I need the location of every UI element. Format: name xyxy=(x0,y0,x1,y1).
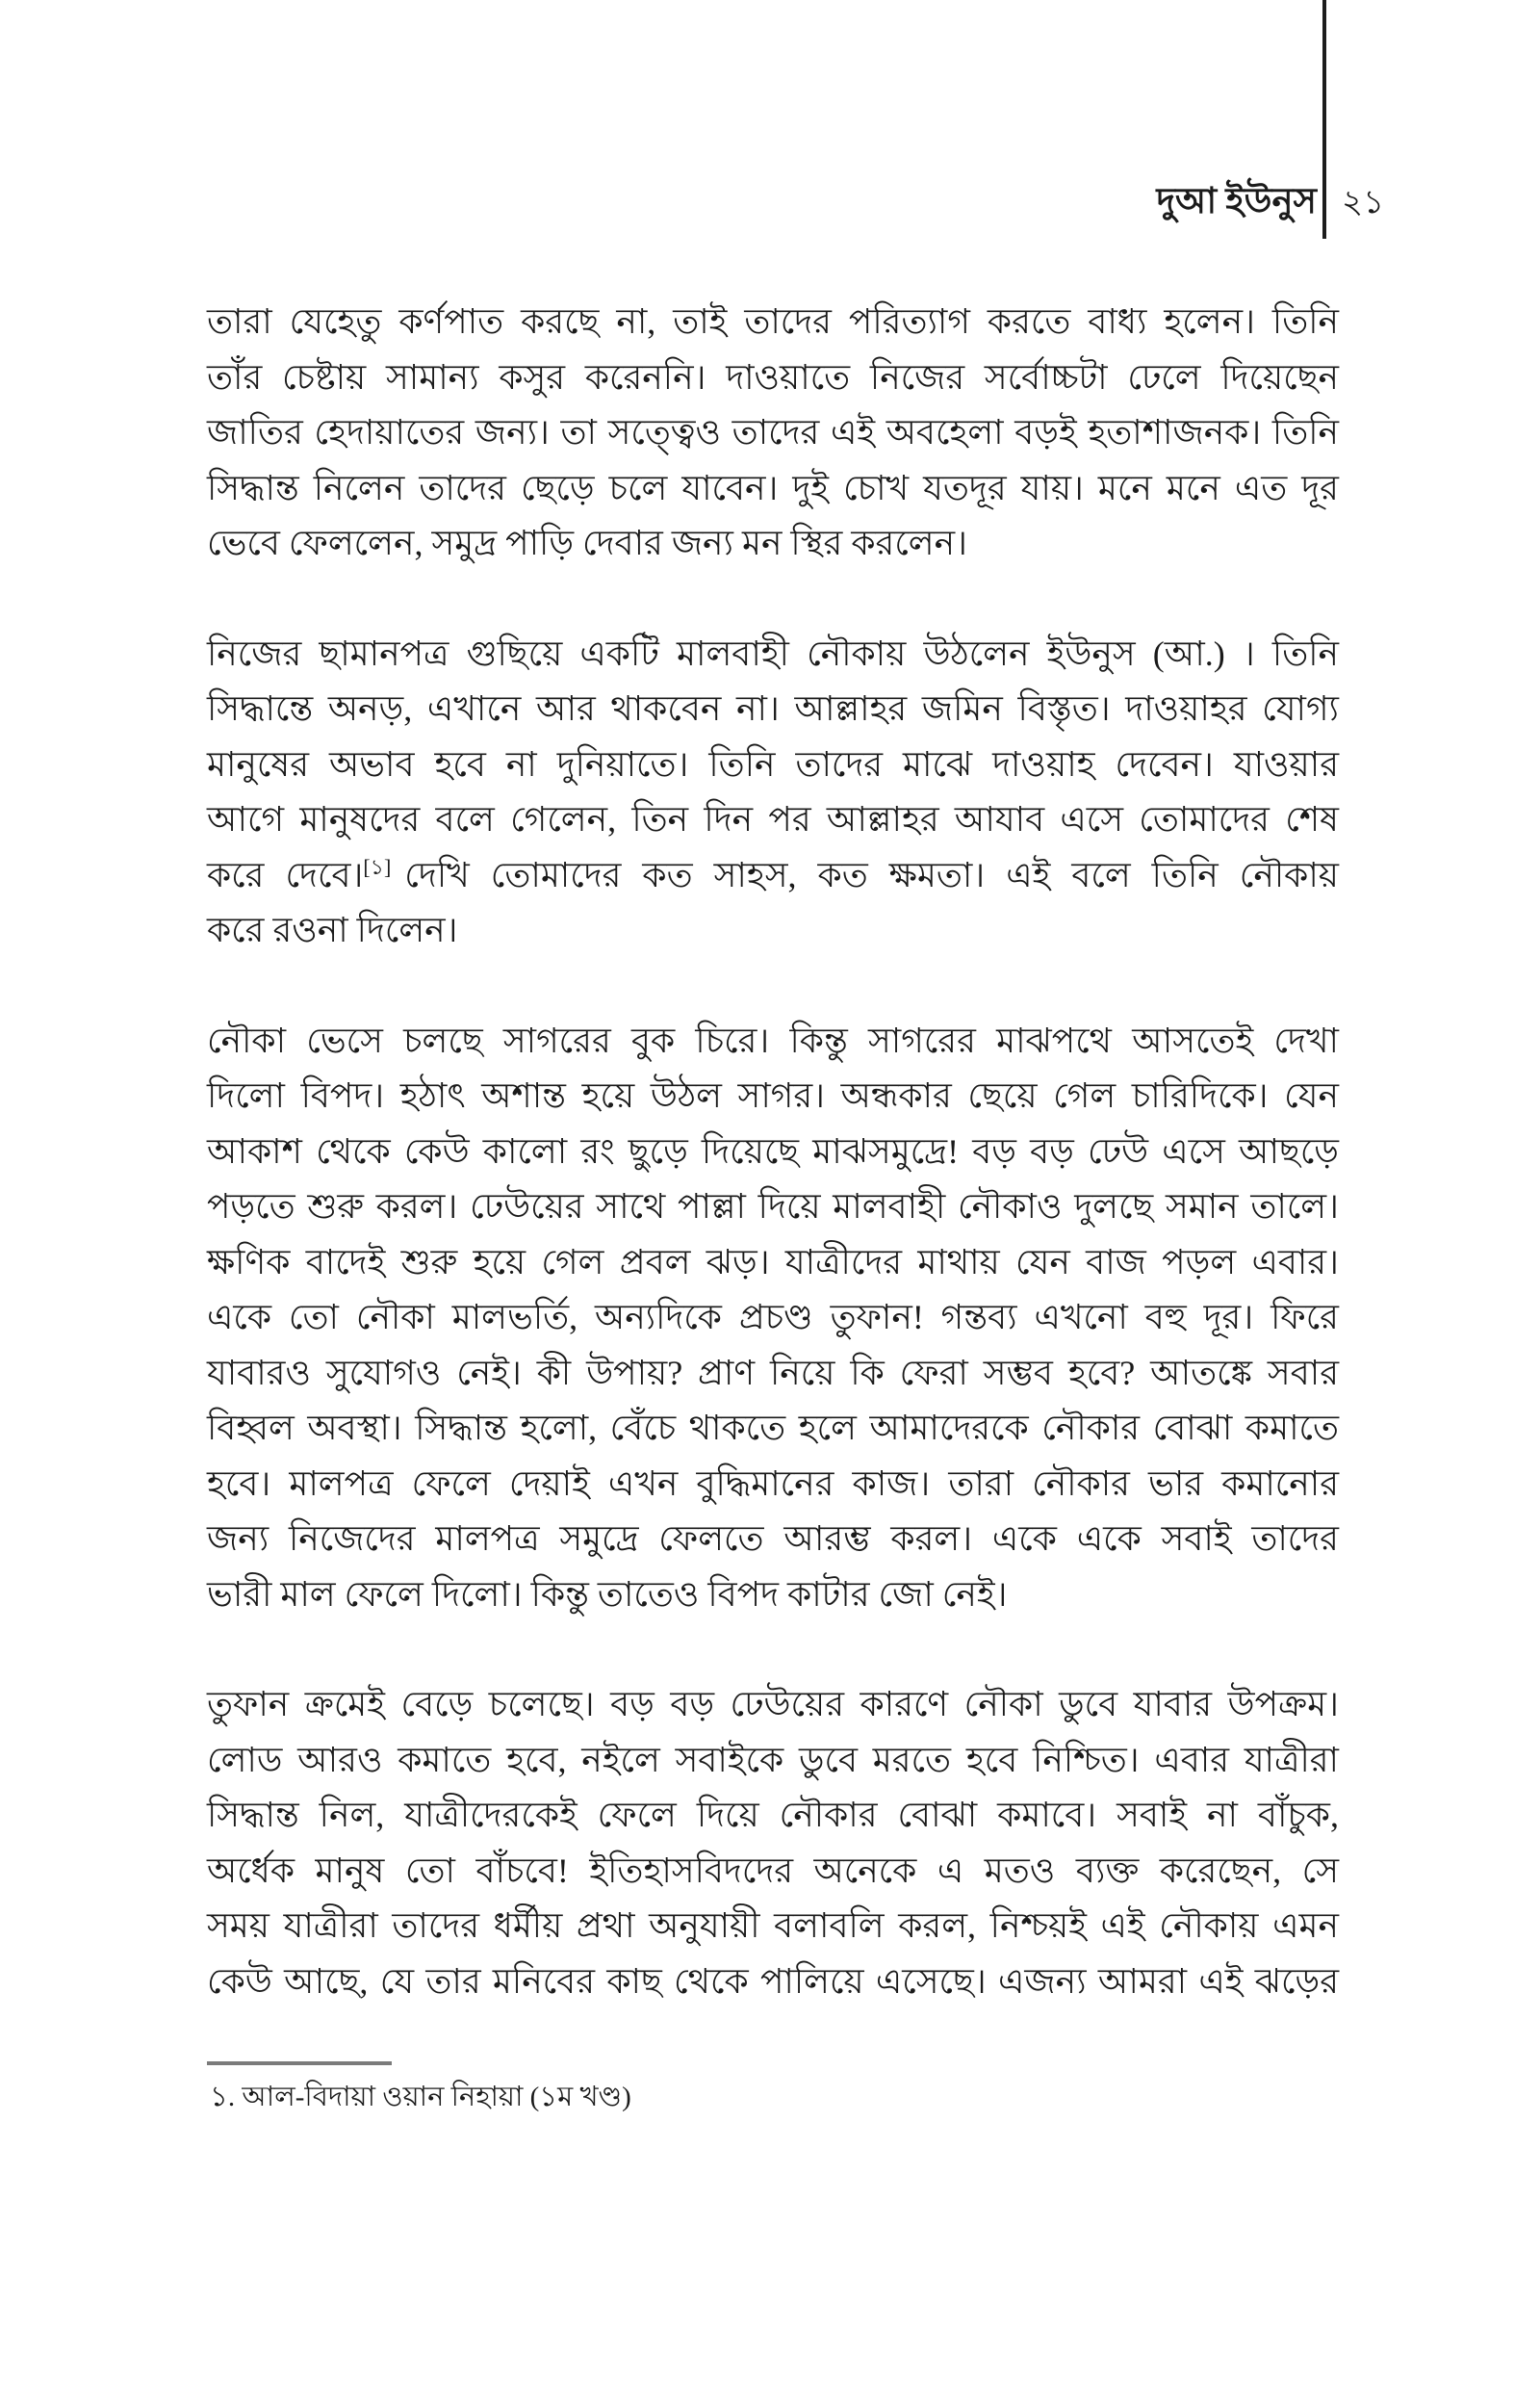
paragraph-2 xyxy=(207,627,1339,959)
text-line: ভারী মাল ফেলে দিলো। কিন্তু তাতেও বিপদ কাটার জো নেই। xyxy=(207,1574,1008,1614)
text-line: আকাশ থেকে কেউ কালো রং ছুড়ে দিয়েছে মাঝসমুদ্রে! বড় বড় ঢেউ এসে আছড়ে xyxy=(207,1131,1339,1171)
page-body xyxy=(207,295,1339,2009)
text-line: অর্ধেক মানুষ তো বাঁচবে! ইতিহাসবিদদের অনেকে এ মতও ব্যক্ত করেছেন, সে xyxy=(207,1850,1339,1890)
text-line: তারা যেহেতু কর্ণপাত করছে না, তাই তাদের পরিত্যাগ করতে বাধ্য হলেন। তিনি xyxy=(207,302,1339,341)
text-line: একে তো নৌকা মালভর্তি, অন্যদিকে প্রচণ্ড তুফান! গন্তব্য এখনো বহু দূর। ফিরে xyxy=(207,1298,1339,1336)
running-header-title: দুআ ইউনুস xyxy=(1156,182,1317,221)
text-line: বিহ্বল অবস্থা। সিদ্ধান্ত হলো, বেঁচে থাকতে হলে আমাদেরকে নৌকার বোঝা কমাতে xyxy=(207,1409,1339,1447)
text-line: কেউ আছে, যে তার মনিবের কাছ থেকে পালিয়ে এসেছে। এজন্য আমরা এই ঝড়ের xyxy=(207,1961,1339,2001)
page-number: ২১ xyxy=(1342,185,1385,220)
text-line: জাতির হেদায়াতের জন্য। তা সত্ত্বেও তাদের এই অবহেলা বড়ই হতাশাজনক। তিনি xyxy=(207,413,1339,452)
text-line: সিদ্ধান্তে অনড়, এখানে আর থাকবেন না। আল্লাহর জমিন বিস্তৃত। দাওয়াহর যোগ্য xyxy=(207,689,1339,728)
text-line: ক্ষণিক বাদেই শুরু হয়ে গেল প্রবল ঝড়। যাত্রীদের মাথায় যেন বাজ পড়ল এবার। xyxy=(207,1242,1339,1281)
paragraph-3 xyxy=(207,1014,1339,1623)
text-line: করে রওনা দিলেন। xyxy=(207,911,458,949)
footnote-marker: [১] xyxy=(363,854,392,879)
text-line: হবে। মালপত্র ফেলে দেয়াই এখন বুদ্ধিমানের কাজ। তারা নৌকার ভার কমানোর xyxy=(207,1463,1339,1503)
text-line: জন্য নিজেদের মালপত্র সমুদ্রে ফেলতে আরম্ভ করল। একে একে সবাই তাদের xyxy=(207,1519,1339,1558)
text-line: সিদ্ধান্ত নিলেন তাদের ছেড়ে চলে যাবেন। দুই চোখ যতদূর যায়। মনে মনে এত দূর xyxy=(207,468,1339,507)
text-line: সিদ্ধান্ত নিল, যাত্রীদেরকেই ফেলে দিয়ে নৌকার বোঝা কমাবে। সবাই না বাঁচুক, xyxy=(207,1796,1339,1834)
header-divider-rule xyxy=(1322,0,1326,239)
text-line: নৌকা ভেসে চলছে সাগরের বুক চিরে। কিন্তু সাগরের মাঝপথে আসতেই দেখা xyxy=(207,1021,1339,1060)
paragraph-4 xyxy=(207,1677,1339,2009)
footnote-text: ১. আল-বিদায়া ওয়ান নিহায়া (১ম খণ্ড) xyxy=(210,2082,631,2112)
text-line: আগে মানুষদের বলে গেলেন, তিন দিন পর আল্লাহর আযাব এসে তোমাদের শেষ xyxy=(207,800,1339,839)
paragraph-1 xyxy=(207,295,1339,572)
text-line: ভেবে ফেললেন, সমুদ্র পাড়ি দেবার জন্য মন স্থির করলেন। xyxy=(207,524,967,562)
text-line: পড়তে শুরু করল। ঢেউয়ের সাথে পাল্লা দিয়ে মালবাহী নৌকাও দুলছে সমান তালে। xyxy=(207,1187,1339,1226)
text-line: দিলো বিপদ। হঠাৎ অশান্ত হয়ে উঠল সাগর। অন্ধকার ছেয়ে গেল চারিদিকে। যেন xyxy=(207,1076,1339,1115)
text-line: তুফান ক্রমেই বেড়ে চলেছে। বড় বড় ঢেউয়ের কারণে নৌকা ডুবে যাবার উপক্রম। xyxy=(207,1685,1339,1723)
text-line: মানুষের অভাব হবে না দুনিয়াতে। তিনি তাদের মাঝে দাওয়াহ দেবেন। যাওয়ার xyxy=(207,744,1339,784)
text-line: যাবারও সুযোগও নেই। কী উপায়? প্রাণ নিয়ে কি ফেরা সম্ভব হবে? আতঙ্কে সবার xyxy=(207,1353,1339,1392)
text-line: সময় যাত্রীরা তাদের ধর্মীয় প্রথা অনুযায়ী বলাবলি করল, নিশ্চয়ই এই নৌকায় এমন xyxy=(207,1906,1339,1945)
text-line: লোড আরও কমাতে হবে, নইলে সবাইকে ডুবে মরতে হবে নিশ্চিত। এবার যাত্রীরা xyxy=(207,1740,1339,1779)
text-line: নিজের ছামানপত্র গুছিয়ে একটি মালবাহী নৌকায় উঠলেন ইউনুস (আ.) । তিনি xyxy=(207,634,1339,673)
text-line-with-footnote-marker xyxy=(207,848,1339,904)
text-line: তাঁর চেষ্টায় সামান্য কসুর করেননি। দাওয়াতে নিজের সর্বোচ্চটা ঢেলে দিয়েছেন xyxy=(207,357,1339,397)
text-segment: করে দেবে। xyxy=(207,855,364,894)
footnote-divider-rule xyxy=(207,2061,392,2065)
text-segment: দেখি তোমাদের কত সাহস, কত ক্ষমতা। এই বলে তিনি নৌকায় xyxy=(404,855,1339,894)
